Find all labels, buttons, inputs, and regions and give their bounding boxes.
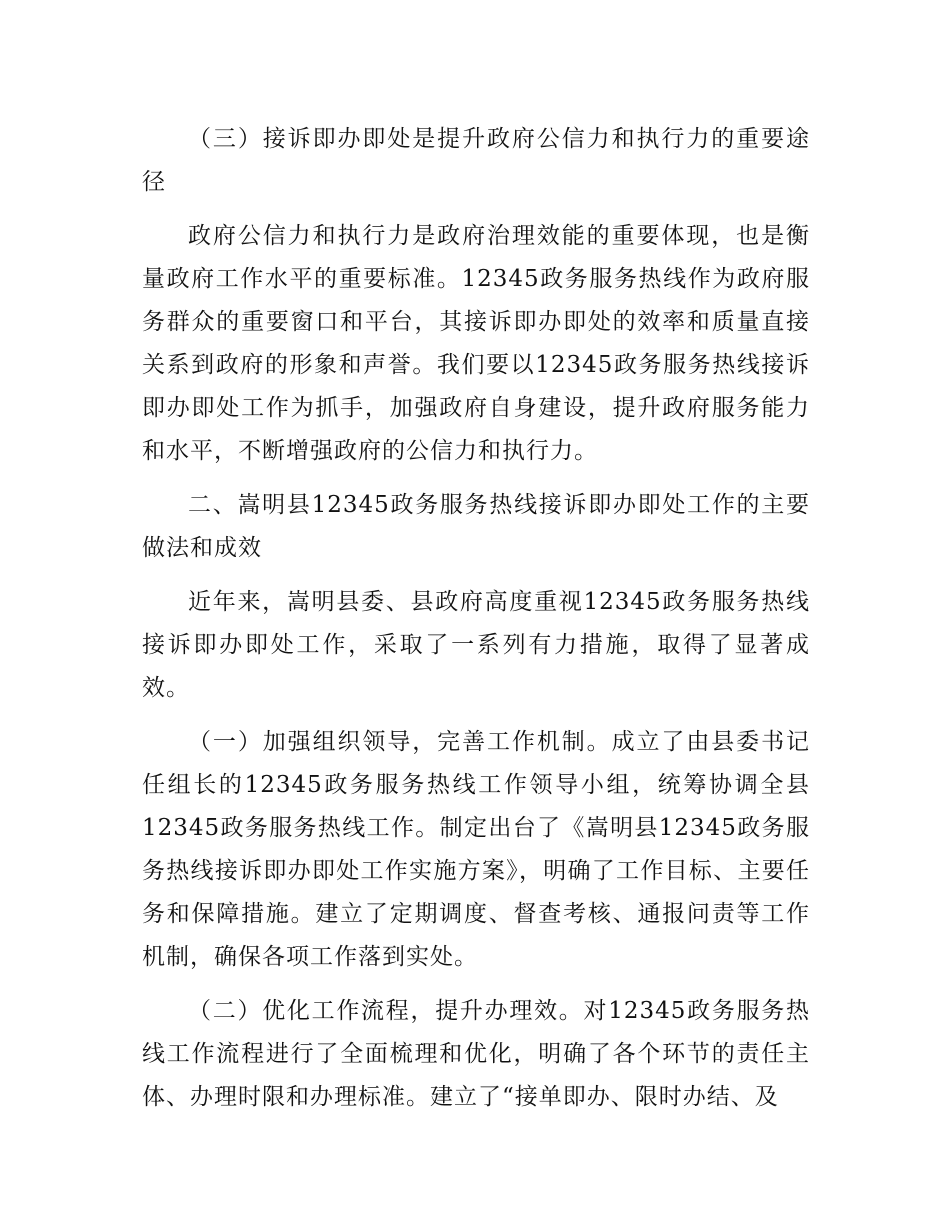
document-body (142, 118, 810, 1130)
body-paragraph: （二）优化工作流程，提升办理效。对12345政务服务热线工作流程进行了全面梳理和优化，明确了各个环节的责任主体、办理时限和办理标准。建立了“接单即办、限时办结、及 (142, 998, 810, 1110)
chapter-heading-2: 二、嵩明县12345政务服务热线接诉即办即处工作的主要做法和成效 (142, 492, 810, 561)
body-paragraph: 政府公信力和执行力是政府治理效能的重要体现，也是衡量政府工作水平的重要标准。12345政务服务热线作为政府服务群众的重要窗口和平台，其接诉即办即处的效率和质量直接关系到政府的形象和声誉。我们要以12345政务服务热线接诉即办即处工作为抓手，加强政府自身建设，提升政府服务能力和水平，不断增强政府的公信力和执行力。 (142, 223, 810, 464)
section-heading-3: （三）接诉即办即处是提升政府公信力和执行力的重要途径 (142, 126, 810, 195)
body-paragraph: （一）加强组织领导，完善工作机制。成立了由县委书记任组长的12345政务服务热线工作领导小组，统筹协调全县12345政务服务热线工作。制定出台了《嵩明县12345政务服务热线接诉即办即处工作实施方案》，明确了工作目标、主要任务和保障措施。建立了定期调度、督查考核、通报问责等工作机制，确保各项工作落到实处。 (142, 729, 810, 970)
body-paragraph: 近年来，嵩明县委、县政府高度重视12345政务服务热线接诉即办即处工作，采取了一系列有力措施，取得了显著成效。 (142, 589, 810, 701)
